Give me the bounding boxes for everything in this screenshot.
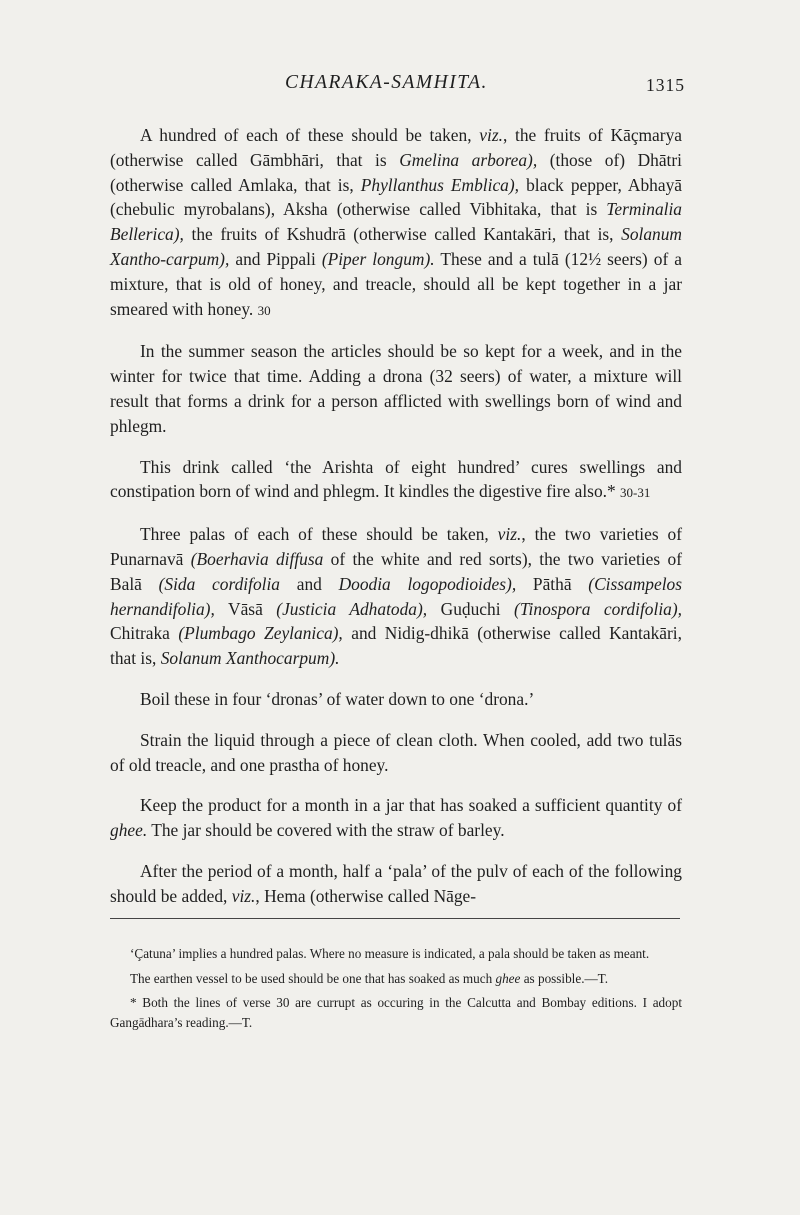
paragraph-3: This drink called ‘the Arishta of eight hundred’ cures swellings and constipation born of wind and phlegm. It kindles the digestive fire also.* 30-31	[110, 456, 682, 502]
paragraph-4: Three palas of each of these should be taken, viz., the two varieties of Punarnavā (Boerhavia diffusa of the white and red sorts), the two varieties of Balā (Sida cordifolia and Doodia logopodioides), Pāthā (Cissampelos hernandifolia), Vāsā (Justicia Adhatoda), Guḍuchi (Tinospora cordifolia), Chitraka (Plumbago Zeylanica), and Nidig-dhikā (otherwise called Kantakāri, that is, Solanum Xanthocarpum).	[110, 524, 683, 669]
verse-reference: 30	[257, 302, 271, 318]
paragraph-7: Keep the product for a month in a jar that has soaked a sufficient quantity of ghee. The jar should be covered with the straw of barley.	[110, 795, 682, 841]
paragraph-8: After the period of a month, half a ‘pala’ of the pulv of each of the following should be added, viz., Hema (otherwise called Nāge-	[110, 860, 682, 906]
footnotes	[110, 944, 682, 1037]
page-number: 1315	[646, 75, 685, 95]
paragraph-6: Strain the liquid through a piece of clean cloth. When cooled, add two tulās of old treacle, and one prastha of honey.	[110, 729, 682, 775]
verse-reference: 30-31	[620, 485, 651, 501]
main-text	[110, 123, 682, 909]
paragraph-2: In the summer season the articles should be so kept for a week, and in the winter for twice that time. Adding a drona (32 seers) of water, a mixture will result that forms a drink for a person afflicted with swellings born of wind and phlegm.	[110, 341, 682, 436]
footnote-3: * Both the lines of verse 30 are currupt as occuring in the Calcutta and Bombay editions. I adopt Gangādhara’s reading.—T.	[110, 995, 682, 1030]
running-title: CHARAKA-SAMHITA.	[285, 72, 488, 93]
paragraph-5: Boil these in four ‘dronas’ of water down to one ‘drona.’	[140, 688, 535, 709]
footnote-2: The earthen vessel to be used should be one that has soaked as much ghee as possible.—T.	[130, 970, 609, 986]
paragraph-1: A hundred of each of these should be taken, viz., the fruits of Kāçmarya (otherwise called Gāmbhāri, that is Gmelina arborea), (those of) Dhātri (otherwise called Amlaka, that is, Phyllanthus Emblica), black pepper, Abhayā (chebulic myrobalans), Aksha (otherwise called Vibhitaka, that is Terminalia Bellerica), the fruits of Kshudrā (otherwise called Kantakāri, that is, Solanum Xantho-carpum), and Pippali (Piper longum). These and a tulā (12½ seers) of a mixture, that is old of honey, and treacle, should all be kept together in a jar smeared with honey. 30	[110, 125, 683, 319]
page-header	[110, 72, 685, 102]
footnote-1: ‘Çatuna’ implies a hundred palas. Where no measure is indicated, a pala should be taken as meant.	[130, 946, 650, 961]
footnote-divider	[110, 918, 680, 919]
